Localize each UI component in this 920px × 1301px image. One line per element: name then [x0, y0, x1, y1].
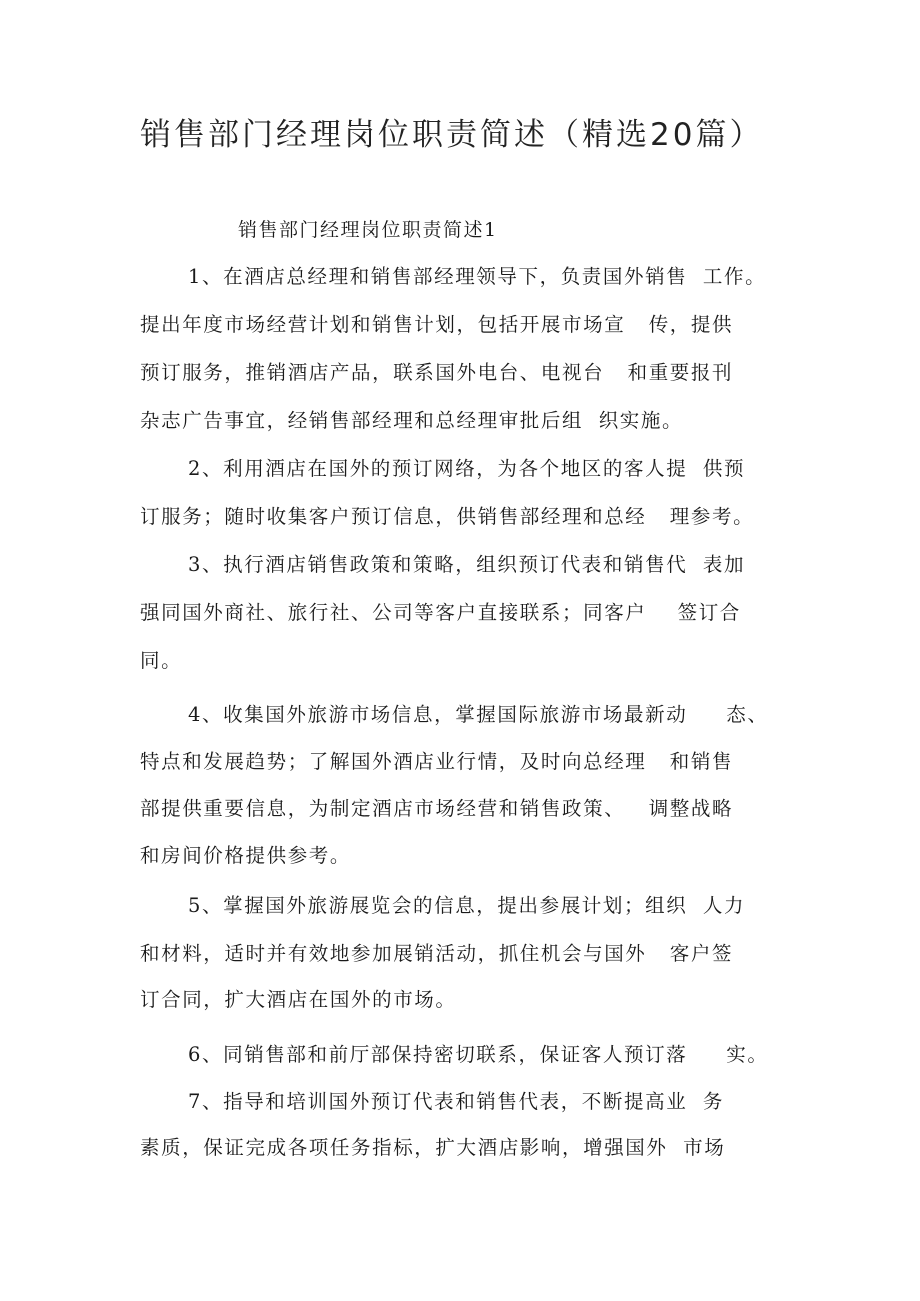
paragraph-line: 订合同，扩大酒店在国外的市场。: [140, 988, 457, 1011]
section-title: 销售部门经理岗位职责简述1: [238, 219, 498, 241]
paragraph-line: 提出年度市场经营计划和销售计划，包括开展市场宣 传，提供: [140, 313, 734, 336]
paragraph-line: 1、在酒店总经理和销售部经理领导下，负责国外销售 工作。: [188, 265, 767, 288]
paragraph-line: 部提供重要信息，为制定酒店市场经营和销售政策、 调整战略: [140, 797, 734, 820]
paragraph-line: 和材料，适时并有效地参加展销活动，抓住机会与国外 客户签: [140, 942, 734, 965]
paragraph-line: 2、利用酒店在国外的预订网络，为各个地区的客人提 供预: [188, 457, 746, 480]
document-title: 销售部门经理岗位职责简述（精选20篇）: [140, 117, 764, 153]
paragraph-line: 强同国外商社、旅行社、公司等客户直接联系；同客户 签订合: [140, 601, 741, 624]
paragraph-line: 素质，保证完成各项任务指标，扩大酒店影响，增强国外 市场: [140, 1136, 726, 1159]
paragraph-line: 预订服务，推销酒店产品，联系国外电台、电视台 和重要报刊: [140, 361, 734, 384]
paragraph-line: 特点和发展趋势；了解国外酒店业行情，及时向总经理 和销售: [140, 750, 734, 773]
paragraph-line: 7、指导和培训国外预订代表和销售代表，不断提高业 务: [188, 1090, 725, 1113]
paragraph-line: 订服务；随时收集客户预订信息，供销售部经理和总经 理参考。: [140, 505, 755, 528]
paragraph-line: 5、掌握国外旅游展览会的信息，提出参展计划；组织 人力: [188, 894, 746, 917]
paragraph-line: 和房间价格提供参考。: [140, 844, 352, 867]
paragraph-line: 6、同销售部和前厅部保持密切联系，保证客人预订落 实。: [188, 1043, 769, 1066]
paragraph-line: 3、执行酒店销售政策和策略，组织预订代表和销售代 表加: [188, 553, 746, 576]
paragraph-line: 4、收集国外旅游市场信息，掌握国际旅游市场最新动 态、: [188, 703, 769, 726]
paragraph-line: 杂志广告事宜，经销售部经理和总经理审批后组 织实施。: [140, 409, 684, 432]
paragraph-line: 同。: [140, 649, 183, 672]
